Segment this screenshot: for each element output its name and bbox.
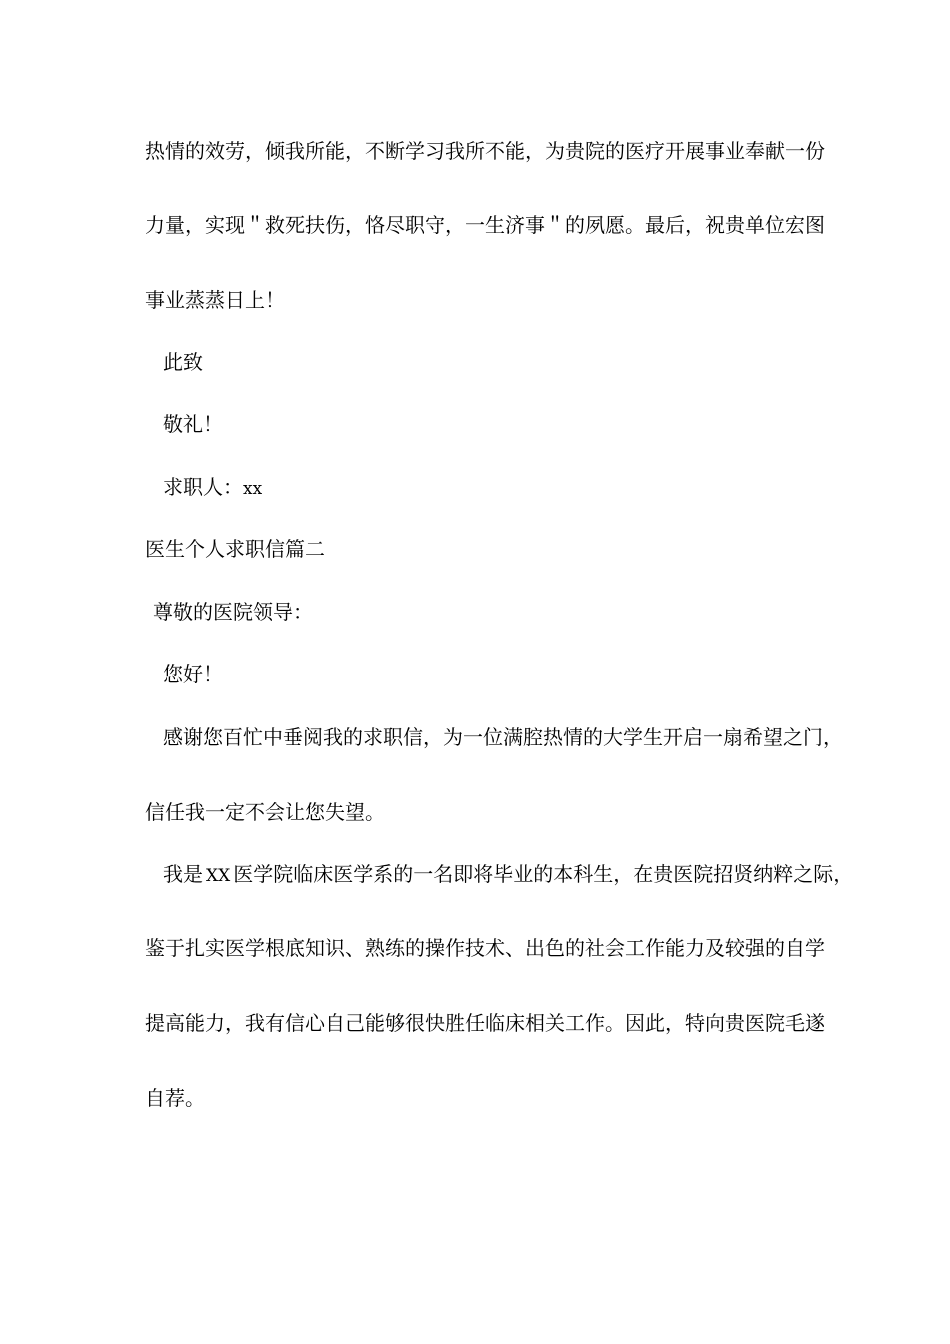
- paragraph-line-9: 自荐。: [145, 1086, 205, 1110]
- signer-name: xx: [243, 479, 263, 499]
- closing-salutation: 此致: [163, 350, 203, 374]
- paragraph-line-5: 信任我一定不会让您失望。: [145, 800, 385, 824]
- school-name: XX: [206, 866, 231, 886]
- intro-prefix: 我是: [163, 862, 203, 886]
- paragraph-line-6: [163, 862, 853, 888]
- section-heading: 医生个人求职信篇二: [145, 537, 325, 561]
- intro-rest: 医学院临床医学系的一名即将毕业的本科生，在贵医院招贤纳粹之际，: [233, 862, 854, 886]
- greeting-recipient: 尊敬的医院领导：: [153, 600, 313, 624]
- paragraph-line-2: 力量，实现＂救死扶伤，恪尽职守，一生济事＂的夙愿。最后，祝贵单位宏图: [145, 213, 825, 237]
- greeting-hello: 您好！: [163, 662, 223, 686]
- signature-line: [163, 475, 262, 501]
- paragraph-line-8: 提高能力，我有信心自己能够很快胜任临床相关工作。因此，特向贵医院毛遂: [145, 1011, 825, 1035]
- paragraph-line-3: 事业蒸蒸日上！: [145, 288, 285, 312]
- paragraph-line-7: 鉴于扎实医学根底知识、熟练的操作技术、出色的社会工作能力及较强的自学: [145, 936, 825, 960]
- signature-label: 求职人：: [163, 475, 243, 499]
- paragraph-line-4: 感谢您百忙中垂阅我的求职信，为一位满腔热情的大学生开启一扇希望之门，: [163, 725, 843, 749]
- closing-regards: 敬礼！: [163, 412, 223, 436]
- paragraph-line-1: 热情的效劳，倾我所能，不断学习我所不能，为贵院的医疗开展事业奉献一份: [145, 139, 825, 163]
